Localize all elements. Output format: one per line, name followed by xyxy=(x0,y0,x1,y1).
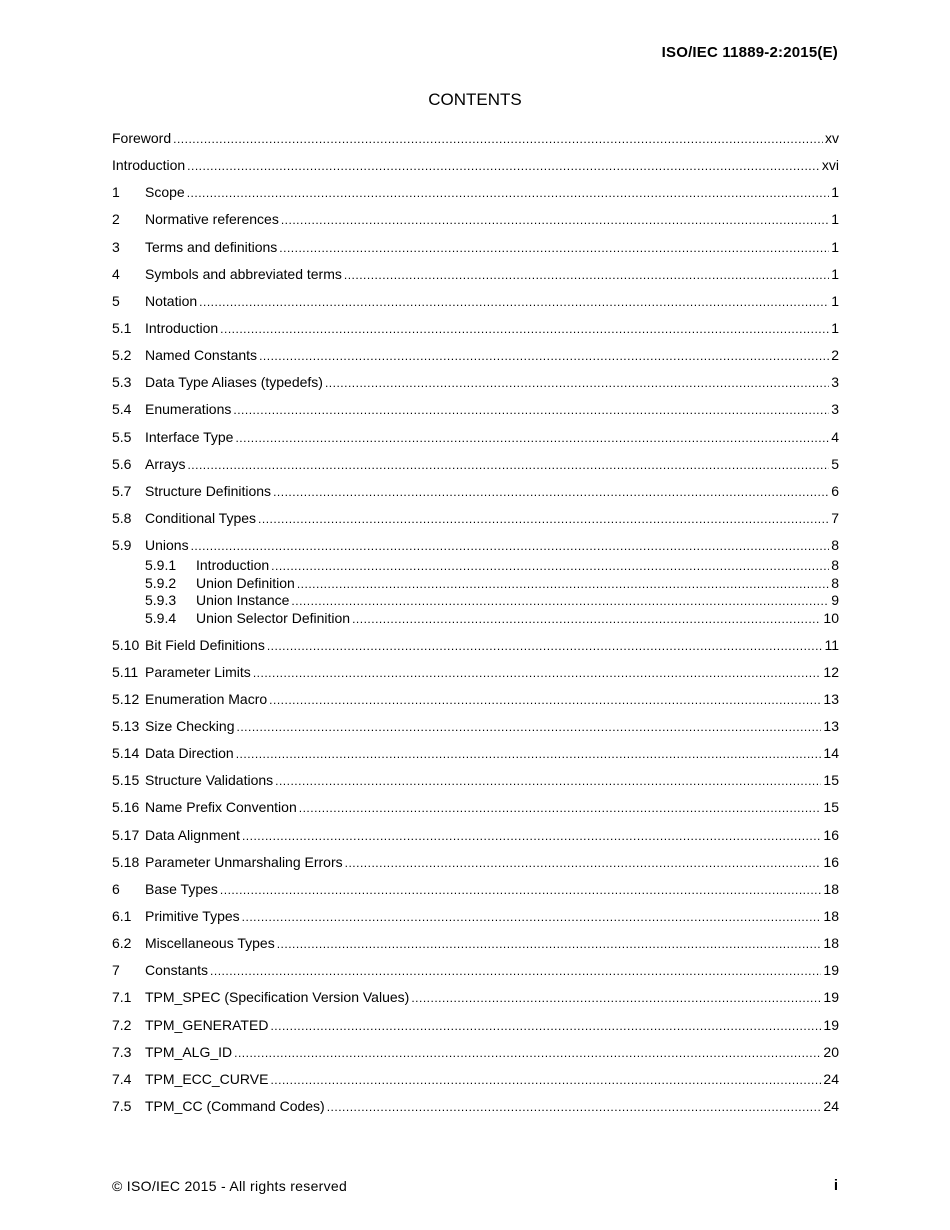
toc-entry-introduction[interactable] xyxy=(112,155,839,182)
toc-leader-dots xyxy=(299,798,822,818)
toc-entry-title: Terms and definitions xyxy=(145,238,278,255)
toc-entry-page: 19 xyxy=(823,962,839,979)
toc-entry-title: TPM_SPEC (Specification Version Values) xyxy=(145,989,410,1006)
toc-entry-5-15[interactable] xyxy=(112,770,839,797)
toc-entry-page: 19 xyxy=(823,989,839,1006)
toc-entry-page: 12 xyxy=(823,663,839,680)
toc-entry-5-9-1[interactable] xyxy=(112,557,839,575)
toc-entry-page: 18 xyxy=(823,880,839,897)
toc-leader-dots xyxy=(259,346,829,366)
toc-entry-page: 2 xyxy=(831,347,839,364)
toc-entry-title: Introduction xyxy=(196,557,270,574)
toc-entry-5-2[interactable] xyxy=(112,345,839,372)
toc-entry-number: 5 xyxy=(112,292,120,309)
toc-leader-dots xyxy=(270,1070,821,1090)
toc-entry-7-3[interactable] xyxy=(112,1042,839,1069)
toc-entry-title: Scope xyxy=(145,184,185,201)
toc-entry-title: Enumeration Macro xyxy=(145,690,268,707)
toc-entry-number: 5.2 xyxy=(112,347,132,364)
toc-leader-dots xyxy=(253,663,822,683)
toc-entry-page: 19 xyxy=(823,1016,839,1033)
toc-leader-dots xyxy=(187,455,829,475)
toc-entry-title: Arrays xyxy=(145,455,186,472)
toc-leader-dots xyxy=(267,636,823,656)
toc-entry-title: Enumerations xyxy=(145,401,232,418)
toc-entry-number: 5.5 xyxy=(112,428,132,445)
toc-entry-title: Union Selector Definition xyxy=(196,609,351,626)
toc-leader-dots xyxy=(236,744,822,764)
toc-entry-5[interactable] xyxy=(112,291,839,318)
toc-entry-page: 15 xyxy=(823,799,839,816)
toc-leader-dots xyxy=(235,428,829,448)
toc-entry-title: Introduction xyxy=(145,319,219,336)
toc-entry-number: 1 xyxy=(112,184,120,201)
toc-leader-dots xyxy=(270,1016,821,1036)
toc-entry-title: Foreword xyxy=(112,130,172,146)
toc-leader-dots xyxy=(344,265,829,285)
toc-entry-5-18[interactable] xyxy=(112,852,839,879)
toc-leader-dots xyxy=(291,593,829,610)
toc-entry-page: 15 xyxy=(823,772,839,789)
toc-entry-page: 13 xyxy=(823,690,839,707)
toc-entry-number: 4 xyxy=(112,265,120,282)
toc-leader-dots xyxy=(220,319,829,339)
toc-entry-title: Data Alignment xyxy=(145,826,240,843)
toc-entry-number: 7.2 xyxy=(112,1016,132,1033)
toc-entry-page: 3 xyxy=(831,401,839,418)
toc-entry-title: Size Checking xyxy=(145,718,235,735)
page-number: i xyxy=(833,1177,838,1194)
toc-leader-dots xyxy=(187,156,820,176)
toc-entry-5-13[interactable] xyxy=(112,716,839,743)
toc-entry-title: Name Prefix Convention xyxy=(145,799,297,816)
toc-entry-5-9-2[interactable] xyxy=(112,575,839,593)
toc-entry-title: Parameter Unmarshaling Errors xyxy=(145,853,343,870)
toc-entry-title: Unions xyxy=(145,537,189,554)
toc-entry-number: 5.18 xyxy=(112,853,140,870)
toc-entry-number: 5.3 xyxy=(112,374,132,391)
toc-leader-dots xyxy=(281,210,829,230)
toc-entry-page: 24 xyxy=(823,1098,839,1114)
toc-entry-page: 10 xyxy=(823,609,839,626)
document-id: ISO/IEC 11889-2:2015(E) xyxy=(661,44,838,61)
toc-entry-number: 5.9.1 xyxy=(145,557,177,574)
toc-leader-dots xyxy=(237,717,822,737)
toc-leader-dots xyxy=(242,826,821,846)
toc-entry-page: 5 xyxy=(831,455,839,472)
toc-entry-number: 5.13 xyxy=(112,718,140,735)
toc-leader-dots xyxy=(345,853,822,873)
toc-leader-dots xyxy=(210,961,821,981)
toc-entry-7-1[interactable] xyxy=(112,987,839,1014)
toc-entry-1[interactable] xyxy=(112,182,839,209)
toc-leader-dots xyxy=(269,690,821,710)
toc-entry-page: 24 xyxy=(823,1070,839,1087)
toc-entry-5-12[interactable] xyxy=(112,689,839,716)
toc-entry-page: 16 xyxy=(823,853,839,870)
toc-entry-5-4[interactable] xyxy=(112,399,839,426)
toc-entry-5-8[interactable] xyxy=(112,508,839,535)
toc-entry-number: 5.8 xyxy=(112,509,132,526)
toc-entry-title: TPM_ALG_ID xyxy=(145,1043,233,1060)
toc-entry-page: 1 xyxy=(831,265,839,282)
toc-leader-dots xyxy=(279,238,829,258)
toc-entry-title: Notation xyxy=(145,292,198,309)
toc-entry-7-5[interactable] xyxy=(112,1096,839,1123)
toc-entry-number: 5.17 xyxy=(112,826,140,843)
toc-entry-page: 20 xyxy=(823,1043,839,1060)
toc-leader-dots xyxy=(187,183,830,203)
toc-entry-title: Interface Type xyxy=(145,428,234,445)
toc-entry-page: 8 xyxy=(831,537,839,554)
toc-entry-title: Miscellaneous Types xyxy=(145,935,275,952)
toc-entry-title: Structure Definitions xyxy=(145,482,272,499)
toc-entry-number: 5.9.3 xyxy=(145,592,177,609)
toc-entry-number: 7 xyxy=(112,962,120,979)
toc-leader-dots xyxy=(220,880,822,900)
toc-entry-number: 2 xyxy=(112,211,120,228)
toc-entry-2[interactable] xyxy=(112,209,839,236)
toc-entry-page: 8 xyxy=(831,574,839,591)
toc-entry-number: 7.5 xyxy=(112,1098,132,1114)
toc-leader-dots xyxy=(199,292,829,312)
toc-leader-dots xyxy=(258,509,829,529)
toc-entry-page: 1 xyxy=(831,319,839,336)
toc-entry-number: 5.10 xyxy=(112,636,140,653)
page-title: CONTENTS xyxy=(428,90,522,109)
toc-entry-number: 6 xyxy=(112,880,120,897)
toc-entry-page: xvi xyxy=(821,157,839,174)
toc-entry-number: 5.9.4 xyxy=(145,609,177,626)
toc-entry-number: 5.1 xyxy=(112,319,132,336)
toc-entry-title: Conditional Types xyxy=(145,509,257,526)
toc-entry-title: Data Type Aliases (typedefs) xyxy=(145,374,323,391)
toc-entry-number: 5.9 xyxy=(112,537,132,554)
toc-entry-5-3[interactable] xyxy=(112,372,839,399)
toc-entry-5-5[interactable] xyxy=(112,427,839,454)
toc-entry-5-9-4[interactable] xyxy=(112,610,839,635)
toc-leader-dots xyxy=(234,1043,821,1063)
toc-entry-page: 18 xyxy=(823,908,839,925)
toc-entry-number: 5.16 xyxy=(112,799,140,816)
toc-entry-title: Primitive Types xyxy=(145,908,240,925)
toc-entry-6[interactable] xyxy=(112,879,839,906)
toc-entry-5-14[interactable] xyxy=(112,743,839,770)
toc-entry-page: 1 xyxy=(831,238,839,255)
toc-entry-number: 7.3 xyxy=(112,1043,132,1060)
toc-entry-number: 7.1 xyxy=(112,989,132,1006)
toc-entry-foreword[interactable] xyxy=(112,128,839,155)
toc-entry-title: TPM_CC (Command Codes) xyxy=(145,1098,325,1114)
toc-entry-page: 1 xyxy=(831,211,839,228)
toc-entry-5-11[interactable] xyxy=(112,662,839,689)
toc-entry-7-4[interactable] xyxy=(112,1069,839,1096)
toc-entry-number: 6.1 xyxy=(112,908,132,925)
toc-leader-dots xyxy=(325,373,829,393)
toc-entry-5-7[interactable] xyxy=(112,481,839,508)
toc-entry-number: 5.11 xyxy=(112,663,139,680)
toc-entry-title: Constants xyxy=(145,962,209,979)
toc-entry-number: 5.12 xyxy=(112,690,140,707)
toc-entry-page: 1 xyxy=(831,184,839,201)
toc-entry-title: Normative references xyxy=(145,211,279,228)
toc-entry-page: 4 xyxy=(831,428,839,445)
toc-entry-5-9-3[interactable] xyxy=(112,592,839,610)
toc-entry-number: 5.7 xyxy=(112,482,132,499)
toc-leader-dots xyxy=(411,988,821,1008)
toc-entry-page: 7 xyxy=(831,509,839,526)
toc-entry-number: 5.6 xyxy=(112,455,132,472)
toc-leader-dots xyxy=(173,129,823,149)
toc-entry-number: 7.4 xyxy=(112,1070,132,1087)
toc-leader-dots xyxy=(191,536,830,556)
toc-leader-dots xyxy=(352,611,821,628)
toc-entry-7-2[interactable] xyxy=(112,1015,839,1042)
toc-entry-5-6[interactable] xyxy=(112,454,839,481)
toc-leader-dots xyxy=(297,576,829,593)
toc-entry-title: TPM_ECC_CURVE xyxy=(145,1070,269,1087)
toc-entry-page: 14 xyxy=(823,745,839,762)
toc-entry-number: 5.14 xyxy=(112,745,140,762)
toc-entry-page: 3 xyxy=(831,374,839,391)
toc-entry-6-2[interactable] xyxy=(112,933,839,960)
toc-entry-page: 6 xyxy=(831,482,839,499)
toc-entry-title: Base Types xyxy=(145,880,218,897)
toc-entry-5-10[interactable] xyxy=(112,635,839,662)
toc-entry-number: 5.15 xyxy=(112,772,140,789)
toc-entry-3[interactable] xyxy=(112,237,839,264)
toc-entry-page: xv xyxy=(825,130,839,146)
toc-entry-title: Symbols and abbreviated terms xyxy=(145,265,342,282)
toc-leader-dots xyxy=(273,482,829,502)
toc-leader-dots xyxy=(275,771,821,791)
toc-entry-page: 1 xyxy=(831,292,839,309)
toc-entry-5-9[interactable] xyxy=(112,535,839,557)
toc-entry-number: 3 xyxy=(112,238,120,255)
toc-entry-5-17[interactable] xyxy=(112,825,839,852)
toc-entry-5-1[interactable] xyxy=(112,318,839,345)
toc-entry-page: 8 xyxy=(831,557,839,574)
toc-entry-page: 16 xyxy=(823,826,839,843)
toc-entry-number: 5.9.2 xyxy=(145,574,177,591)
toc-entry-title: Named Constants xyxy=(145,347,258,364)
toc-entry-title: Union Instance xyxy=(196,592,290,609)
toc-entry-6-1[interactable] xyxy=(112,906,839,933)
toc-entry-title: Union Definition xyxy=(196,574,295,591)
toc-entry-page: 11 xyxy=(824,636,839,653)
toc-entry-page: 13 xyxy=(823,718,839,735)
toc-entry-title: Parameter Limits xyxy=(145,663,251,680)
toc-entry-title: Structure Validations xyxy=(145,772,274,789)
toc-entry-title: TPM_GENERATED xyxy=(145,1016,269,1033)
table-of-contents xyxy=(112,128,839,1123)
toc-leader-dots xyxy=(277,934,822,954)
toc-entry-number: 6.2 xyxy=(112,935,132,952)
copyright-notice: © ISO/IEC 2015 - All rights reserved xyxy=(112,1178,348,1194)
toc-entry-page: 9 xyxy=(831,592,839,609)
toc-leader-dots xyxy=(271,558,829,575)
toc-entry-number: 5.4 xyxy=(112,401,132,418)
toc-leader-dots xyxy=(233,400,829,420)
toc-entry-title: Introduction xyxy=(112,157,186,174)
toc-entry-page: 18 xyxy=(823,935,839,952)
toc-entry-7[interactable] xyxy=(112,960,839,987)
toc-entry-title: Data Direction xyxy=(145,745,234,762)
toc-entry-4[interactable] xyxy=(112,264,839,291)
toc-entry-title: Bit Field Definitions xyxy=(145,636,265,653)
toc-entry-5-16[interactable] xyxy=(112,797,839,824)
toc-leader-dots xyxy=(242,907,822,927)
toc-leader-dots xyxy=(327,1097,822,1117)
